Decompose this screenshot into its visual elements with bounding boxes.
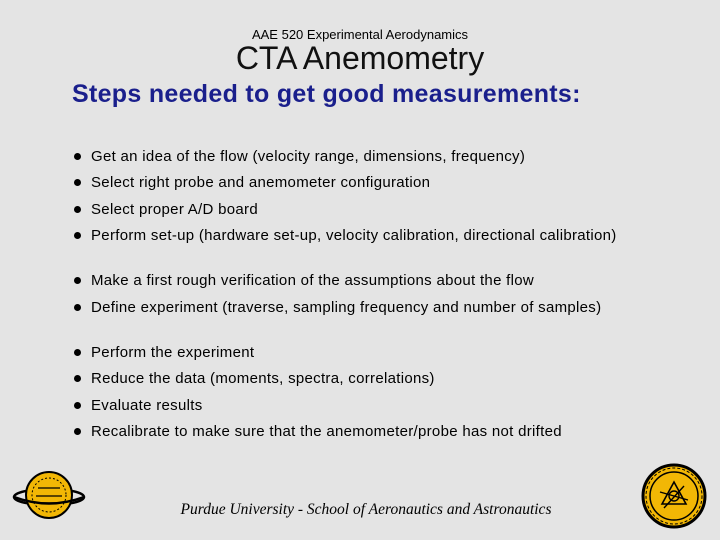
bullet-dot-icon xyxy=(74,232,81,239)
bullet-text: Make a first rough verification of the assumptions about the flow xyxy=(91,272,535,289)
bullet-dot-icon xyxy=(74,277,81,284)
bullet-dot-icon xyxy=(74,402,81,409)
footer-institution: Purdue University - School of Aeronautics and Astronautics xyxy=(180,501,552,518)
bullet-text: Get an idea of the flow (velocity range, dimensions, frequency) xyxy=(91,148,526,165)
bullet-dot-icon xyxy=(74,153,81,160)
bullet-dot-icon xyxy=(74,304,81,311)
bullet-text: Recalibrate to make sure that the anemometer/probe has not drifted xyxy=(91,423,562,440)
bullet-dot-icon xyxy=(74,206,81,213)
bullet-text: Perform the experiment xyxy=(91,344,255,361)
bullet-dot-icon xyxy=(74,375,81,382)
slide-subtitle: Steps needed to get good measurements: xyxy=(72,80,581,108)
bullet-text: Evaluate results xyxy=(91,397,203,414)
bullet-text: Define experiment (traverse, sampling frequency and number of samples) xyxy=(91,299,602,316)
bullet-text: Reduce the data (moments, spectra, correlations) xyxy=(91,370,435,387)
course-title: AAE 520 Experimental Aerodynamics xyxy=(251,27,469,42)
bullet-dot-icon xyxy=(74,179,81,186)
bullet-text: Select right probe and anemometer configuration xyxy=(91,174,431,191)
bullet-text: Perform set-up (hardware set-up, velocity calibration, directional calibration) xyxy=(91,227,617,244)
bullet-text: Select proper A/D board xyxy=(91,201,258,218)
bullet-dot-icon xyxy=(74,349,81,356)
bullet-dot-icon xyxy=(74,428,81,435)
planet-ring-logo-icon xyxy=(12,466,86,531)
round-seal-logo-icon xyxy=(640,462,708,535)
slide-title: CTA Anemometry xyxy=(235,40,485,76)
